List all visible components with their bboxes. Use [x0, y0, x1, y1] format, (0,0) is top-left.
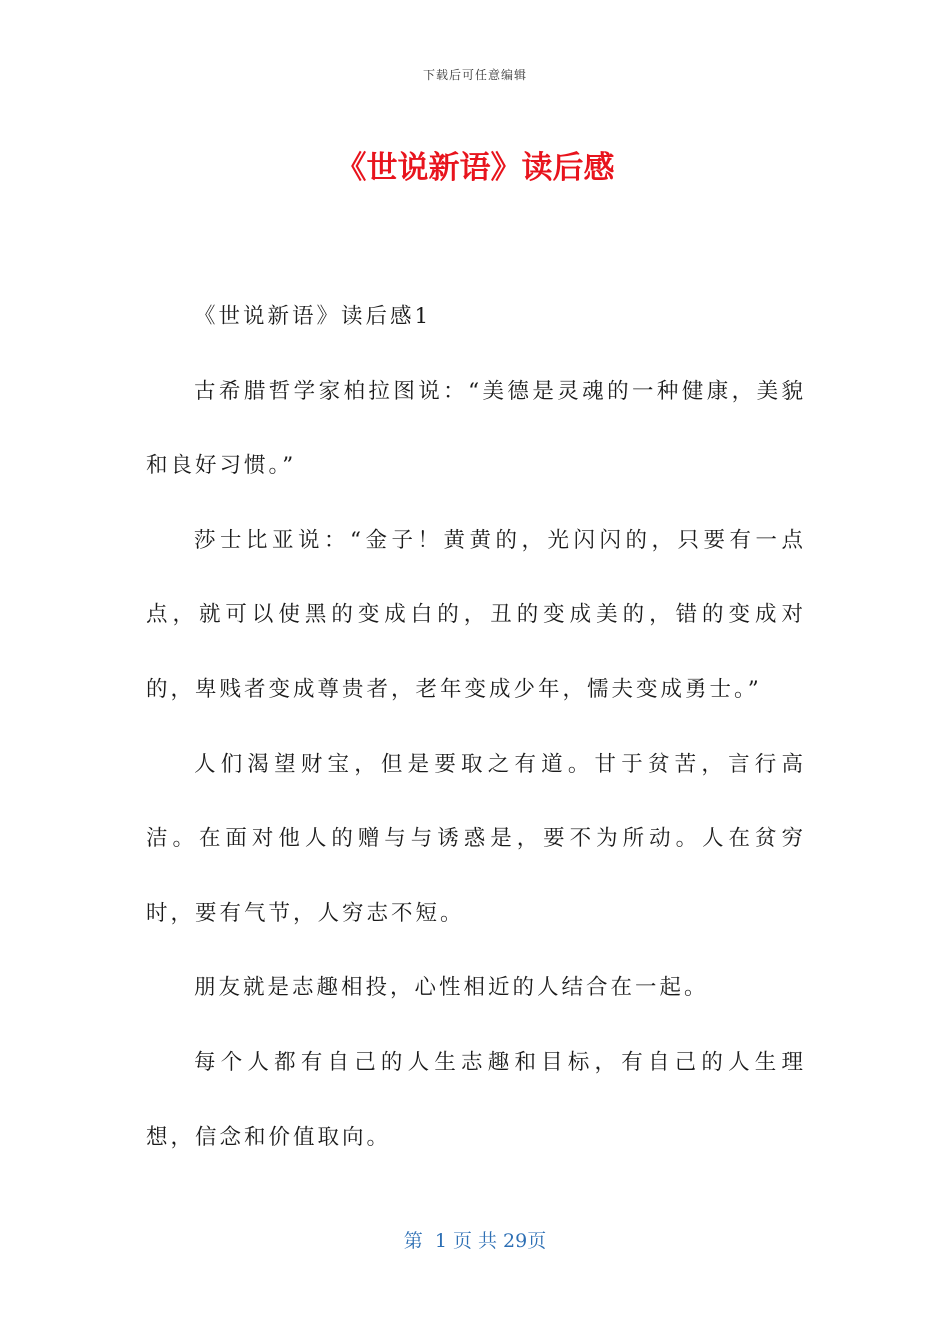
paragraph: 莎士比亚说：“金子！黄黄的，光闪闪的，只要有一点点，就可以使黑的变成白的，丑的变成美的，错的变成对的，卑贱者变成尊贵者，老年变成少年，懦夫变成勇士。”	[146, 527, 806, 702]
paragraph: 古希腊哲学家柏拉图说：“美德是灵魂的一种健康，美貌和良好习惯。”	[146, 378, 806, 479]
paragraph: 人们渴望财宝，但是要取之有道。甘于贫苦，言行高洁。在面对他人的赠与与诱惑是，要不为所动。人在贫穷时，要有气节，人穷志不短。	[146, 751, 806, 926]
paragraph: 每个人都有自己的人生志趣和目标，有自己的人生理想，信念和价值取向。	[146, 1049, 806, 1150]
paragraph-heading: 《世说新语》读后感1	[194, 304, 432, 329]
page-number-footer: 第 1 页 共 29页	[403, 1230, 547, 1252]
paragraph: 朋友就是志趣相投，心性相近的人结合在一起。	[194, 975, 709, 1001]
document-body	[146, 280, 806, 1175]
header-note: 下载后可任意编辑	[422, 68, 527, 82]
document-title: 《世说新语》读后感	[335, 150, 615, 186]
